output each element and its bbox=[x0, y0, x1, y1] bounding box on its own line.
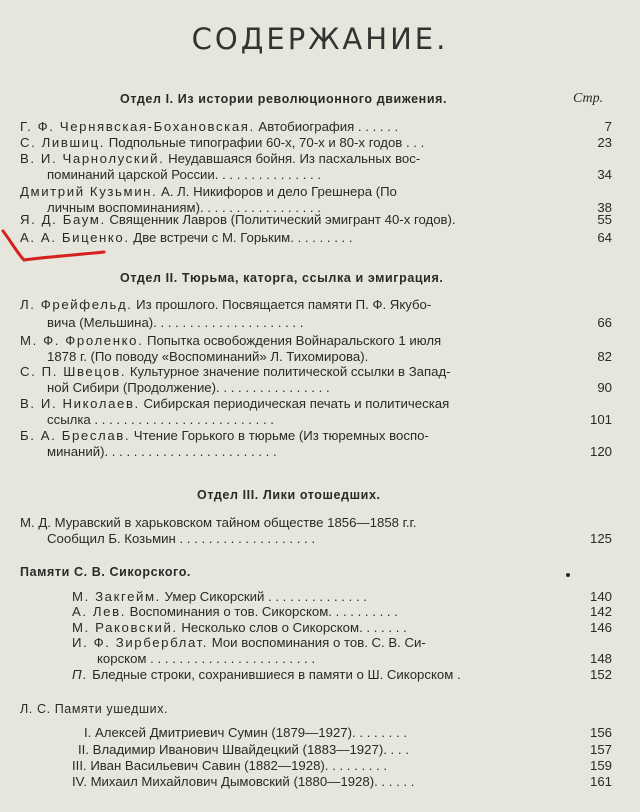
toc-entry-continuation: Сообщил Б. Козьмин . . . . . . . . . . . . . . . . . . . bbox=[47, 531, 316, 546]
toc-entry: Дмитрий Кузьмин. А. Л. Никифоров и дело Грешнера (По bbox=[20, 184, 397, 199]
toc-entry: В. И. Чарнолуский. Неудавшаяся бойня. Из пасхальных вос- bbox=[20, 151, 421, 166]
toc-entry: Б. А. Бреслав. Чтение Горького в тюрьме (Из тюремных воспо- bbox=[20, 428, 429, 443]
page-column-header: Стр. bbox=[573, 91, 604, 106]
toc-entry: III. Иван Васильевич Савин (1882—1928). . . . . . . . . bbox=[72, 758, 388, 773]
page-number: 120 bbox=[589, 444, 612, 459]
page-number: 90 bbox=[597, 380, 612, 395]
page-number: 161 bbox=[589, 774, 612, 789]
page-number: 64 bbox=[597, 230, 612, 245]
page-number: 156 bbox=[589, 725, 612, 740]
toc-entry-continuation: 1878 г. (По поводу «Воспоминаний» Л. Тихомирова). bbox=[47, 349, 369, 364]
toc-entry: М. Раковский. Несколько слов о Сикорском. . . . . . . bbox=[72, 620, 407, 635]
toc-entry-continuation: ной Сибири (Продолжение). . . . . . . . . . . . . . . . bbox=[47, 380, 330, 395]
page-number: 159 bbox=[589, 758, 612, 773]
toc-entry-continuation: ссылка . . . . . . . . . . . . . . . . . . . . . . . . . bbox=[47, 412, 274, 427]
toc-entry-continuation: личным воспоминаниям). . . . . . . . . . . . . . . . . bbox=[47, 200, 321, 215]
page-number: 55 bbox=[597, 212, 612, 227]
ink-speck bbox=[566, 573, 570, 577]
page-number: 23 bbox=[597, 135, 612, 150]
toc-entry: М. Ф. Фроленко. Попытка освобождения Войнаральского 1 июля bbox=[20, 333, 442, 348]
toc-entry: I. Алексей Дмитриевич Сумин (1879—1927). . . . . . . . bbox=[84, 725, 407, 740]
toc-entry: И. Ф. Зирберблат. Мои воспоминания о тов. С. В. Си- bbox=[72, 635, 426, 650]
page-number: 157 bbox=[589, 742, 612, 757]
toc-entry-continuation: вича (Мельшина). . . . . . . . . . . . . . . . . . . . . bbox=[47, 315, 304, 330]
page-title: СОДЕРЖАНИЕ. bbox=[191, 22, 449, 56]
page-number: 142 bbox=[589, 604, 612, 619]
section-heading-4: Памяти С. В. Сикорского. bbox=[20, 565, 192, 579]
section-heading-2: Отдел II. Тюрьма, каторга, ссылка и эмиграция. bbox=[120, 271, 444, 285]
page-number: 140 bbox=[589, 589, 612, 604]
toc-entry: Л. Фрейфельд. Из прошлого. Посвящается памяти П. Ф. Якубо- bbox=[20, 297, 432, 312]
toc-entry-continuation: корском . . . . . . . . . . . . . . . . . . . . . . . bbox=[97, 651, 316, 666]
toc-entry: Я. Д. Баум. Священник Лавров (Политический эмигрант 40-х годов). bbox=[20, 212, 456, 227]
toc-entry: М. Д. Муравский в харьковском тайном обществе 1856—1858 г.г. bbox=[20, 515, 417, 530]
toc-entry: П. Бледные строки, сохранившиеся в памяти о Ш. Сикорском . bbox=[72, 667, 461, 682]
toc-entry: А. Лев. Воспоминания о тов. Сикорском. . . . . . . . . . bbox=[72, 604, 398, 619]
toc-entry: С. П. Швецов. Культурное значение политической ссылки в Запад- bbox=[20, 364, 451, 379]
section-heading-1: Отдел I. Из истории революционного движения. bbox=[120, 92, 448, 106]
page-number: 34 bbox=[597, 167, 612, 182]
toc-entry-continuation: поминаний царской России. . . . . . . . . . . . . . . bbox=[47, 167, 322, 182]
toc-entry: Г. Ф. Чернявская-Бохановская. Автобиография . . . . . . bbox=[20, 119, 399, 134]
page-number: 7 bbox=[604, 119, 612, 134]
page-number: 146 bbox=[589, 620, 612, 635]
toc-entry: В. И. Николаев. Сибирская периодическая печать и политическая bbox=[20, 396, 450, 411]
page-number: 125 bbox=[589, 531, 612, 546]
toc-entry: С. Лившиц. Подпольные типографии 60-х, 70-х и 80-х годов . . . bbox=[20, 135, 425, 150]
page-number: 38 bbox=[597, 200, 612, 215]
toc-entry: IV. Михаил Михайлович Дымовский (1880—1928). . . . . . bbox=[72, 774, 415, 789]
section-heading-5: Л. С. Памяти ушедших. bbox=[20, 702, 169, 716]
toc-entry-continuation: минаний). . . . . . . . . . . . . . . . . . . . . . . . bbox=[47, 444, 277, 459]
toc-entry: М. Закгейм. Умер Сикорский . . . . . . . . . . . . . . bbox=[72, 589, 367, 604]
page-number: 148 bbox=[589, 651, 612, 666]
page-number: 152 bbox=[589, 667, 612, 682]
page-number: 66 bbox=[597, 315, 612, 330]
page-number: 101 bbox=[589, 412, 612, 427]
section-heading-3: Отдел III. Лики отошедших. bbox=[197, 488, 381, 502]
toc-entry: А. А. Биценко. Две встречи с М. Горьким. . . . . . . . . bbox=[20, 230, 353, 245]
page-number: 82 bbox=[597, 349, 612, 364]
toc-entry: II. Владимир Иванович Швайдецкий (1883—1927). . . . bbox=[78, 742, 409, 757]
